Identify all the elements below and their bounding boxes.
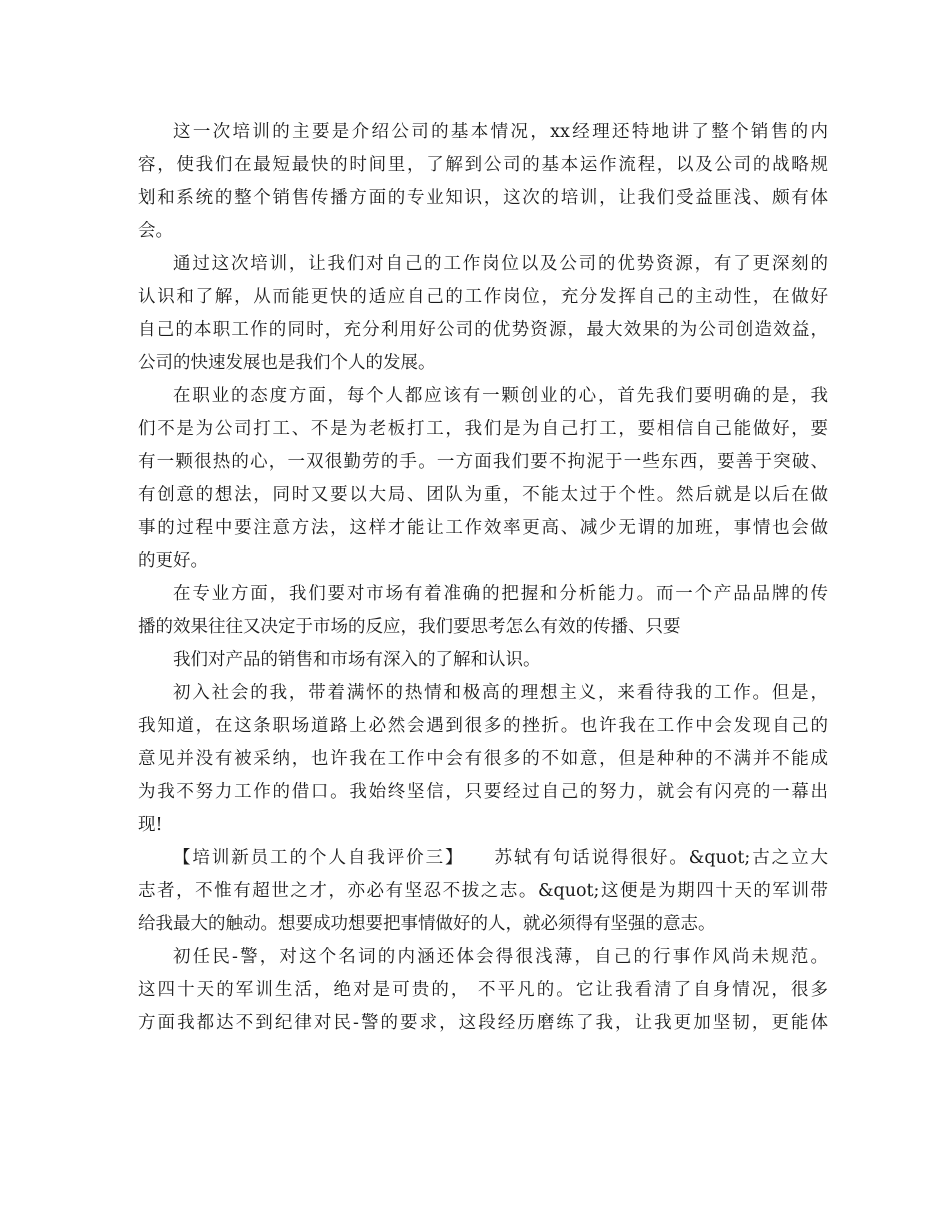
text-line: 在专业方面，我们要对市场有着准确的把握和分析能力。而一个产品品牌的传 — [173, 584, 828, 604]
text-line: 公司的快速发展也是我们个人的发展。 — [138, 353, 436, 373]
text-line: 给我最大的触动。想要成功想要把事情做好的人，就必须得有坚强的意志。 — [138, 914, 716, 934]
text-line: 为我不努力工作的借口。我始终坚信，只要经过自己的努力，就会有闪亮的一幕出 — [138, 782, 828, 802]
text-line: 会。 — [138, 221, 173, 241]
text-line: 自己的本职工作的同时，充分利用好公司的优势资源，最大效果的为公司创造效益， — [138, 320, 828, 340]
text-line: 方面我都达不到纪律对民-警的要求，这段经历磨练了我，让我更加坚韧，更能体 — [138, 1013, 828, 1033]
text-line: 意见并没有被采纳，也许我在工作中会有很多的不如意，但是种种的不满并不能成 — [138, 749, 828, 769]
text-line: 容，使我们在最短最快的时间里，了解到公司的基本运作流程，以及公司的战略规 — [138, 155, 828, 175]
text-line: 通过这次培训，让我们对自己的工作岗位以及公司的优势资源，有了更深刻的 — [173, 254, 828, 274]
text-line: 播的效果往往又决定于市场的反应，我们要思考怎么有效的传播、只要 — [138, 617, 681, 637]
text-line: 现! — [138, 815, 163, 835]
text-line: 这四十天的军训生活，绝对是可贵的， 不平凡的。它让我看清了自身情况，很多 — [138, 980, 828, 1000]
text-line: 志者，不惟有超世之才，亦必有坚忍不拔之志。&quot;这便是为期四十天的军训带 — [138, 881, 828, 901]
text-line: 们不是为公司打工、不是为老板打工，我们是为自己打工，要相信自己能做好，要 — [138, 419, 828, 439]
document-body — [138, 116, 828, 1040]
section-heading-line: 【培训新员工的个人自我评价三】 苏轼有句话说得很好。&quot;古之立大 — [173, 848, 828, 868]
text-line: 我知道，在这条职场道路上必然会遇到很多的挫折。也许我在工作中会发现自己的 — [138, 716, 828, 736]
text-line: 划和系统的整个销售传播方面的专业知识，这次的培训，让我们受益匪浅、颇有体 — [138, 188, 828, 208]
text-line: 初任民-警，对这个名词的内涵还体会得很浅薄，自己的行事作风尚未规范。 — [173, 947, 828, 967]
text-line: 有创意的想法，同时又要以大局、团队为重，不能太过于个性。然后就是以后在做 — [138, 485, 828, 505]
text-line: 我们对产品的销售和市场有深入的了解和认识。 — [173, 650, 541, 670]
text-line: 事的过程中要注意方法，这样才能让工作效率更高、减少无谓的加班，事情也会做 — [138, 518, 828, 538]
text-line: 在职业的态度方面，每个人都应该有一颗创业的心，首先我们要明确的是，我 — [173, 386, 828, 406]
text-line: 这一次培训的主要是介绍公司的基本情况，xx经理还特地讲了整个销售的内 — [173, 122, 828, 142]
text-line: 认识和了解，从而能更快的适应自己的工作岗位，充分发挥自己的主动性，在做好 — [138, 287, 828, 307]
text-line: 的更好。 — [138, 551, 208, 571]
text-line: 有一颗很热的心，一双很勤劳的手。一方面我们要不拘泥于一些东西，要善于突破、 — [138, 452, 828, 472]
text-line: 初入社会的我，带着满怀的热情和极高的理想主义，来看待我的工作。但是， — [173, 683, 828, 703]
